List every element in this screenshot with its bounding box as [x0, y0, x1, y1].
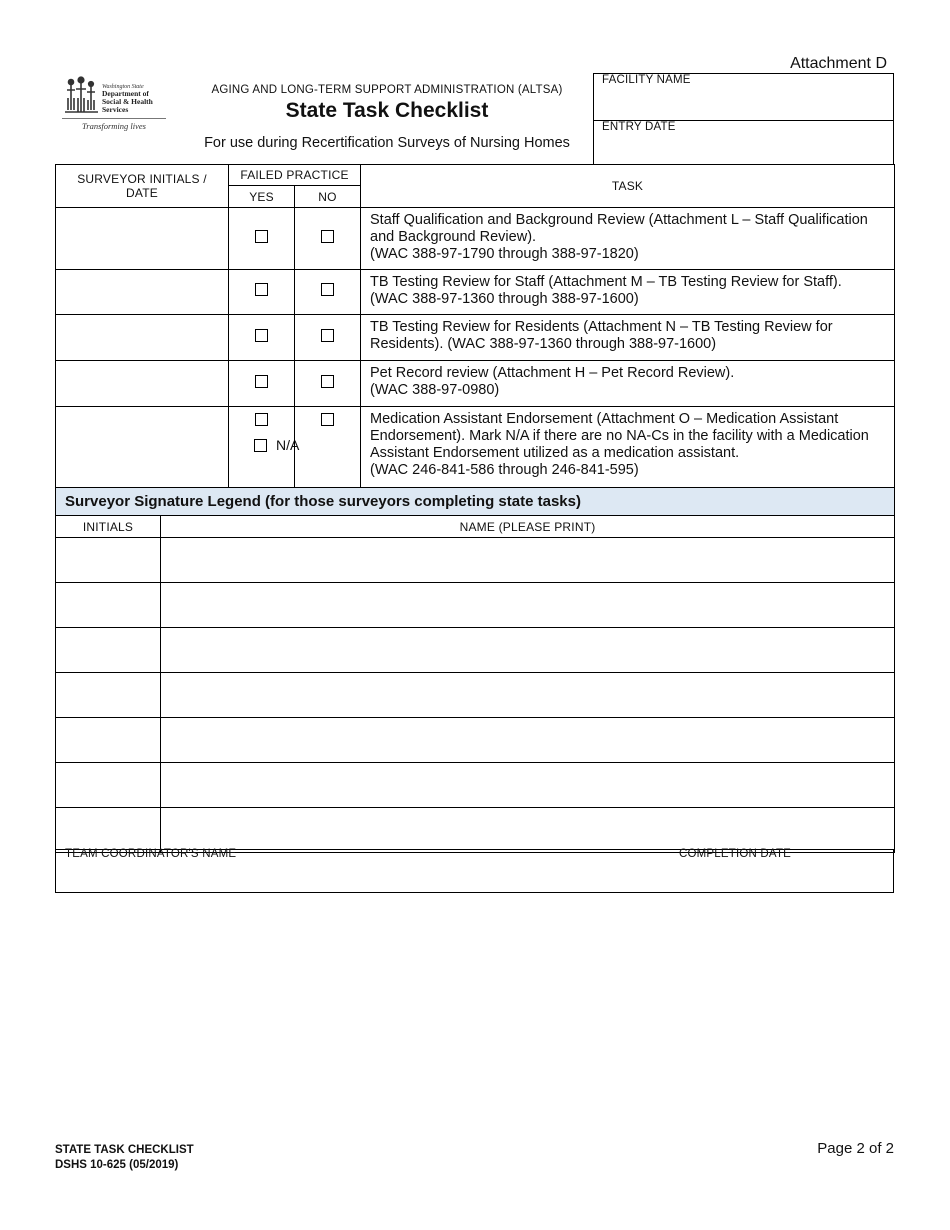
surveyor-initials-cell[interactable] [56, 270, 229, 315]
surveyor-initials-cell[interactable] [56, 208, 229, 270]
page-subtitle: For use during Recertification Surveys of Nursing Homes [204, 135, 570, 151]
task-wac: (WAC 388-97-0980) [370, 382, 500, 398]
yes-checkbox[interactable] [255, 283, 268, 296]
name-cell[interactable] [161, 628, 895, 673]
initials-cell[interactable] [56, 628, 161, 673]
initials-cell[interactable] [56, 718, 161, 763]
initials-cell[interactable] [56, 583, 161, 628]
name-cell[interactable] [161, 583, 895, 628]
completion-date-label: COMPLETION DATE [679, 848, 792, 860]
col-name-header: NAME (PLEASE PRINT) [161, 516, 895, 538]
task-wac: (WAC 388-97-1360 through 388-97-1600) [370, 291, 639, 307]
page-title: State Task Checklist [285, 99, 489, 122]
dshs-logo-icon [62, 76, 170, 118]
yes-checkbox[interactable] [255, 230, 268, 243]
entry-date-field[interactable] [593, 120, 894, 165]
signature-legend-title: Surveyor Signature Legend (for those surveyors completing state tasks) [56, 488, 895, 516]
entry-date-label: ENTRY DATE [602, 121, 676, 133]
initials-cell[interactable] [56, 808, 161, 853]
footer-form-title: STATE TASK CHECKLIST [55, 1144, 194, 1156]
surveyor-initials-cell[interactable] [56, 315, 229, 361]
surveyor-initials-cell[interactable] [56, 361, 229, 407]
table-row [56, 583, 895, 628]
signature-legend-table [55, 487, 895, 853]
task-text: TB Testing Review for Residents (Attachment N – TB Testing Review for Residents). (WAC 388-97-1360 through 388-97-1600) [370, 319, 833, 352]
name-cell[interactable] [161, 718, 895, 763]
facility-name-field[interactable] [593, 73, 894, 121]
table-row [56, 538, 895, 583]
table-row [56, 315, 895, 361]
no-checkbox[interactable] [321, 329, 334, 342]
logo-tagline: Transforming lives [62, 118, 166, 131]
yes-checkbox[interactable] [255, 329, 268, 342]
table-row [56, 808, 895, 853]
na-checkbox[interactable] [254, 439, 267, 452]
task-wac: (WAC 388-97-1790 through 388-97-1820) [370, 246, 639, 262]
na-label: N/A [276, 437, 300, 453]
dshs-logo [62, 76, 170, 134]
no-checkbox[interactable] [321, 375, 334, 388]
yes-checkbox[interactable] [255, 375, 268, 388]
no-checkbox[interactable] [321, 283, 334, 296]
name-cell[interactable] [161, 538, 895, 583]
name-cell[interactable] [161, 808, 895, 853]
task-wac: (WAC 246-841-586 through 246-841-595) [370, 462, 639, 478]
table-row [56, 407, 895, 488]
table-row [56, 361, 895, 407]
table-row [56, 270, 895, 315]
task-text: Medication Assistant Endorsement (Attachment O – Medication Assistant Endorsement). Mark N/A if there are no NA-Cs in the facility with a Medication Assistant Endorsement utilized as a medication assistant. [370, 411, 869, 461]
page-number: Page 2 of 2 [817, 1140, 894, 1157]
initials-cell[interactable] [56, 763, 161, 808]
col-initials-header: INITIALS [56, 516, 161, 538]
logo-department-text: Department of Social & Health Services [102, 90, 153, 114]
coordinator-completion-row[interactable] [55, 849, 894, 893]
no-checkbox[interactable] [321, 413, 334, 426]
no-checkbox[interactable] [321, 230, 334, 243]
task-text: Pet Record review (Attachment H – Pet Record Review). [370, 365, 735, 381]
task-checklist-table [55, 164, 895, 488]
attachment-label: Attachment D [790, 55, 887, 72]
col-task-header: TASK [361, 165, 895, 208]
task-text: Staff Qualification and Background Review (Attachment L – Staff Qualification and Background Review). [370, 212, 868, 245]
task-text: TB Testing Review for Staff (Attachment M – TB Testing Review for Staff). [370, 274, 842, 290]
surveyor-initials-cell[interactable] [56, 407, 229, 488]
table-row [56, 763, 895, 808]
initials-cell[interactable] [56, 538, 161, 583]
yes-checkbox[interactable] [255, 413, 268, 426]
table-row [56, 628, 895, 673]
name-cell[interactable] [161, 763, 895, 808]
logo-state-text: Washington State [102, 84, 144, 90]
col-failed-practice-header: FAILED PRACTICE [229, 165, 361, 186]
table-row [56, 718, 895, 763]
col-surveyor-header: SURVEYOR INITIALS / DATE [56, 165, 229, 208]
table-row [56, 208, 895, 270]
footer-form-info [55, 1143, 194, 1173]
col-yes-header: YES [229, 186, 295, 208]
initials-cell[interactable] [56, 673, 161, 718]
name-cell[interactable] [161, 673, 895, 718]
col-no-header: NO [295, 186, 361, 208]
facility-name-label: FACILITY NAME [602, 74, 691, 86]
team-coordinator-label: TEAM COORDINATOR'S NAME [65, 848, 237, 860]
footer-form-number: DSHS 10-625 (05/2019) [55, 1159, 179, 1171]
table-row [56, 673, 895, 718]
agency-name: AGING AND LONG-TERM SUPPORT ADMINISTRATION (ALTSA) [211, 84, 563, 96]
